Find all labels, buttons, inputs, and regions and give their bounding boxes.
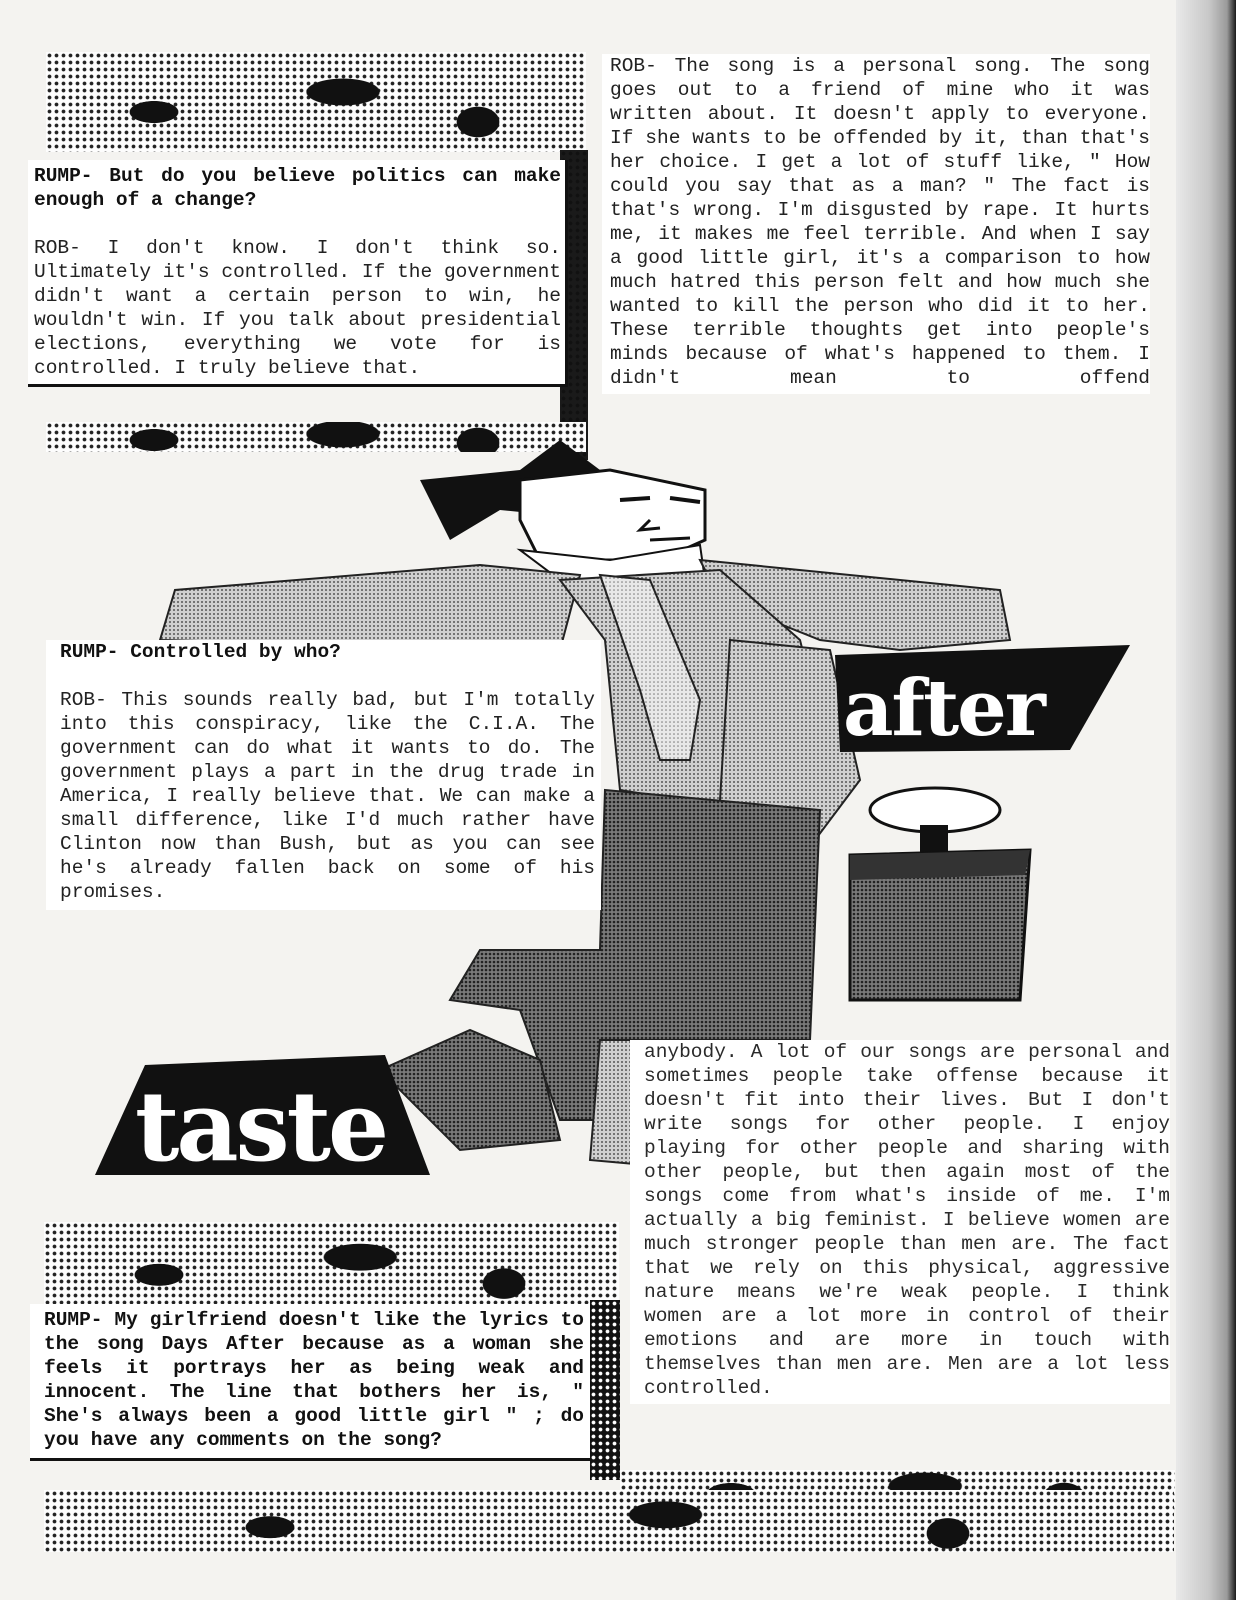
rob-answer-song: ROB- The song is a personal song. The song goes out to a friend of mine who it was written about. It doesn't apply to everyone. If she wants to be offended by it, than that's her choice. I get a lot of stuff like, " How could you say that as a man? " The fact is that's wrong. I'm disgusted by rape. It hurts me, it makes me feel terrible. And when I say a good little girl, it's a comparison to how much hatred this person felt and how much she wanted to kill the person who did it to her. These terrible thoughts get into people's minds because of what's happened to them. I didn't mean to offend	[610, 55, 1150, 389]
rob-answer-controlled: ROB- This sounds really bad, but I'm totally into this conspiracy, like the C.I.A. The government can do what it wants to do. The government plays a part in the drug trade in America, I really believe that. We can make a small difference, like I'd much rather have Clinton now than Bush, but as you can see he's already fallen back on some of his promises.	[60, 689, 595, 903]
rob-answer-song-continued: anybody. A lot of our songs are personal and sometimes people take offense because it doesn't fit into their lives. But I don't write songs for other people. I enjoy playing for other people and sharing with other people, but then again most of the songs come from what's inside of me. I'm actually a big feminist. I believe women are much stronger people than men are. The fact that we rely on this physical, aggressive nature means we're weak people. I think women are a lot more in control of their emotions and are more in touch with themselves than men are. Men are a lot less controlled.	[644, 1041, 1170, 1399]
taste-label: taste	[135, 1070, 387, 1183]
interview-block-politics	[28, 160, 568, 387]
after-label: after	[843, 663, 1044, 754]
jacket-left-arm	[160, 565, 580, 650]
face-shape	[520, 470, 705, 560]
interview-block-girlfriend	[30, 1304, 590, 1461]
rob-answer-politics: ROB- I don't know. I don't think so. Ultimately it's controlled. If the government didn't want a certain person to win, he wouldn't win. If you talk about presidential elections, everything we vote for is controlled. I truly believe that.	[34, 237, 561, 379]
rump-question-controlled: RUMP- Controlled by who?	[60, 641, 341, 663]
rump-question-girlfriend: RUMP- My girlfriend doesn't like the lyrics to the song Days After because as a woman she feels it portrays her as being weak and innocent. The line that bothers her is, " She's always been a good little girl " ; do you have any comments on the song?	[44, 1309, 584, 1451]
interview-block-controlled	[46, 640, 601, 910]
interview-block-song	[602, 54, 1150, 394]
interview-block-song-continued	[630, 1040, 1170, 1404]
rump-question-politics: RUMP- But do you believe politics can make enough of a change?	[34, 165, 561, 211]
